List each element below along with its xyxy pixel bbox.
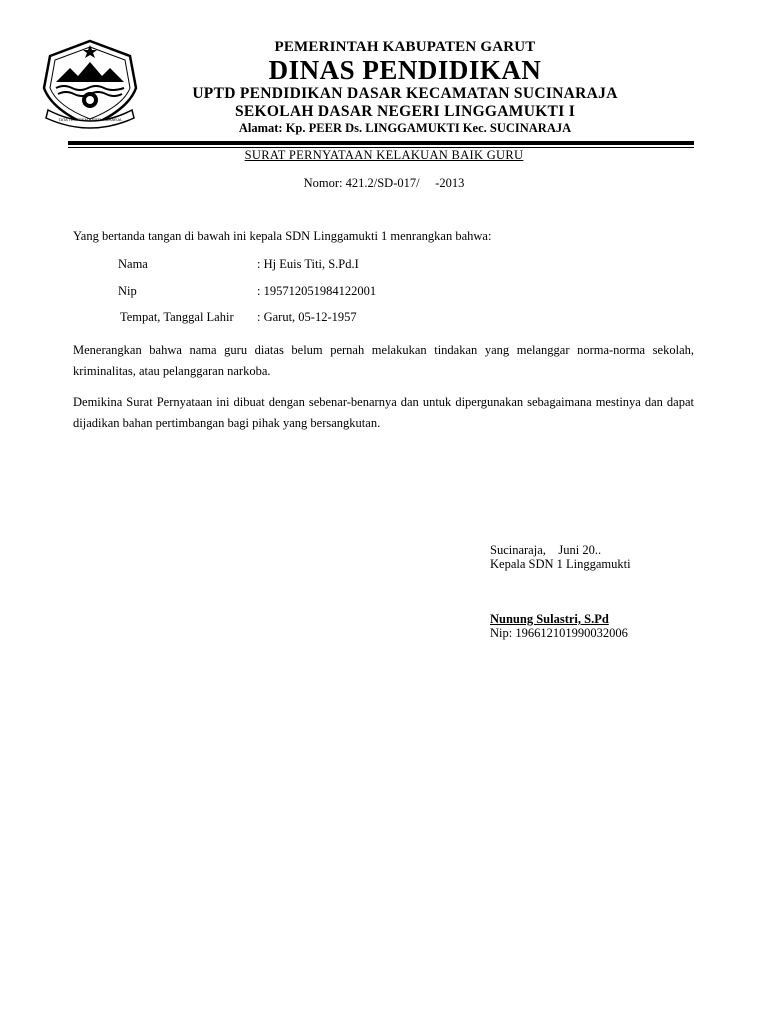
header-school: SEKOLAH DASAR NEGERI LINGGAMUKTI I [234, 103, 576, 120]
seal-ribbon-text: TATA TENTREM KERTA RAHARJA [58, 117, 122, 122]
document-title: SURAT PERNYATAAN KELAKUAN BAIK GURU [244, 148, 524, 162]
letterhead [140, 38, 670, 136]
regency-seal-icon [40, 38, 140, 132]
field-label: Nip [118, 284, 137, 298]
place-date: Sucinaraja, Juni 20.. [490, 543, 602, 557]
field-value: : Garut, 05-12-1957 [257, 310, 357, 324]
header-address: Alamat: Kp. PEER Ds. LINGGAMUKTI Kec. SUCINARAJA [238, 121, 572, 135]
header-divider-thick [68, 141, 694, 145]
header-unit: UPTD PENDIDIKAN DASAR KECAMATAN SUCINARAJA [192, 85, 618, 102]
header-government: PEMERINTAH KABUPATEN GARUT [274, 39, 536, 55]
document-number: Nomor: 421.2/SD-017/ -2013 [303, 176, 465, 190]
statement-paragraph: Menerangkan bahwa nama guru diatas belum pernah melakukan tindakan yang melanggar norma-norma sekolah, kriminalitas, atau pelanggaran narkoba. [73, 343, 694, 378]
signature-position: Kepala SDN 1 Linggamukti [490, 557, 631, 571]
field-value: : Hj Euis Titi, S.Pd.I [257, 257, 359, 271]
field-value: : 195712051984122001 [257, 284, 377, 298]
signatory-nip: Nip: 196612101990032006 [490, 626, 628, 640]
field-label: Nama [118, 257, 148, 271]
intro-text: Yang bertanda tangan di bawah ini kepala SDN Linggamukti 1 menrangkan bahwa: [73, 229, 492, 243]
closing-paragraph: Demikina Surat Pernyataan ini dibuat dengan sebenar-benarnya dan untuk dipergunakan sebagaimana mestinya dan dapat dijadikan bahan pertimbangan bagi pihak yang bersangkutan. [73, 395, 694, 430]
signatory-name: Nunung Sulastri, S.Pd [490, 612, 609, 626]
header-agency: DINAS PENDIDIKAN [268, 55, 542, 85]
field-label: Tempat, Tanggal Lahir [120, 310, 234, 324]
